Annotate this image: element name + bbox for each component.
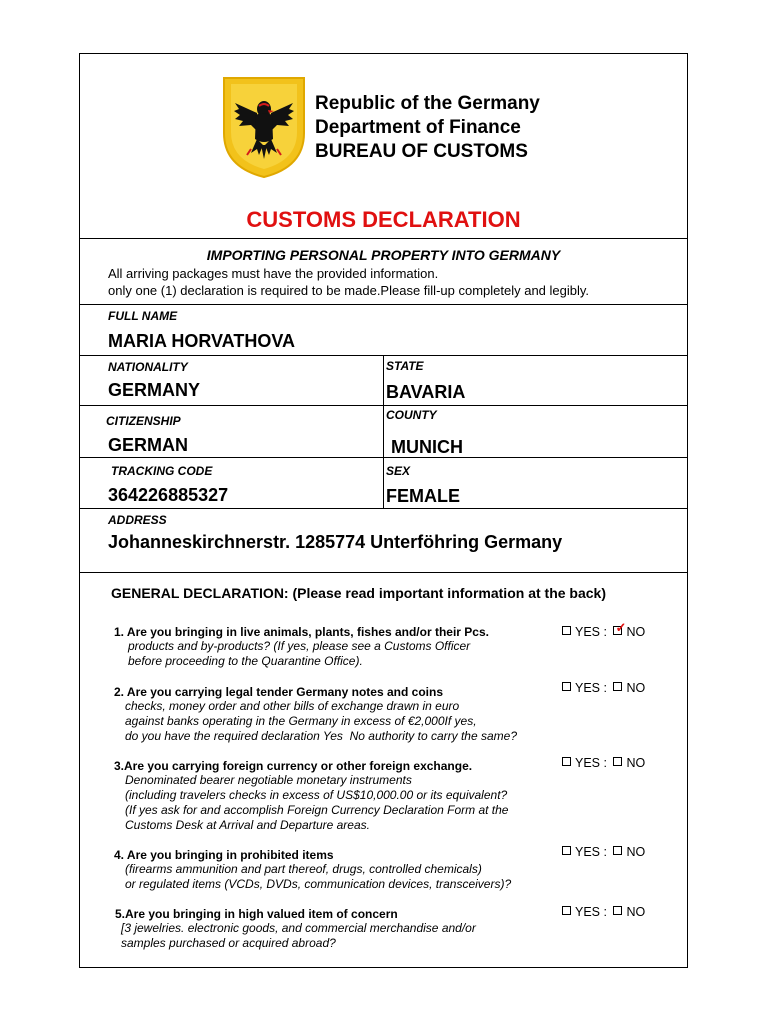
checkbox-icon[interactable] [562, 682, 571, 691]
general-declaration-heading: GENERAL DECLARATION: (Please read important information at the back) [111, 585, 606, 601]
address-label: ADDRESS [108, 513, 167, 527]
header-department: Department of Finance [315, 117, 521, 138]
divider [80, 572, 687, 573]
question-1-answer [562, 620, 646, 639]
header-republic: Republic of the Germany [315, 93, 540, 114]
intro-line-1: All arriving packages must have the provided information. [108, 266, 439, 281]
sex-value[interactable]: FEMALE [386, 486, 460, 506]
checkbox-icon[interactable] [613, 682, 622, 691]
yes-label: YES : [575, 681, 607, 695]
divider [80, 304, 687, 305]
form-subtitle: IMPORTING PERSONAL PROPERTY INTO GERMANY [206, 247, 561, 263]
question-5-detail: [3 jewelries. electronic goods, and commercial merchandise and/or samples purchased or acquired abroad? [121, 921, 476, 950]
divider [80, 508, 687, 509]
nationality-label: NATIONALITY [108, 360, 188, 374]
tracking-code-label: TRACKING CODE [111, 464, 213, 478]
checkmark-icon: ✓ [615, 620, 627, 635]
question-2-answer [562, 681, 645, 695]
no-label: NO [626, 625, 646, 639]
full-name-value[interactable]: MARIA HORVATHOVA [108, 331, 295, 351]
no-label: NO [626, 905, 646, 919]
divider [80, 238, 687, 239]
tracking-code-value[interactable]: 364226885327 [108, 485, 229, 505]
header-bureau: BUREAU OF CUSTOMS [315, 141, 528, 162]
checkbox-icon[interactable] [562, 846, 571, 855]
address-value[interactable]: Johanneskirchnerstr. 1285774 Unterföhring Germany [108, 532, 563, 552]
county-value[interactable]: MUNICH [391, 437, 463, 457]
checkbox-icon[interactable] [613, 757, 622, 766]
no-label: NO [626, 756, 646, 770]
checkbox-icon[interactable] [562, 906, 571, 915]
citizenship-value[interactable]: GERMAN [108, 435, 188, 455]
question-3-answer [562, 756, 645, 770]
divider [80, 457, 687, 458]
divider [80, 405, 687, 406]
state-value[interactable]: BAVARIA [386, 382, 466, 402]
question-5-text: 5.Are you bringing in high valued item of concern [115, 907, 398, 921]
yes-label: YES : [575, 905, 607, 919]
checkbox-icon[interactable] [562, 757, 571, 766]
german-eagle-crest-icon [221, 75, 307, 179]
question-1-text: 1. Are you bringing in live animals, plants, fishes and/or their Pcs. [114, 625, 489, 639]
form-title: CUSTOMS DECLARATION [246, 207, 521, 232]
yes-label: YES : [575, 756, 607, 770]
sex-label: SEX [386, 464, 411, 478]
question-5-answer [562, 905, 645, 919]
no-label: NO [626, 681, 646, 695]
state-label: STATE [386, 359, 424, 373]
question-3-detail: Denominated bearer negotiable monetary instruments (including travelers checks in excess of US$10,000.00 or its equivalent? (If yes ask for and accomplish Foreign Currency Declaration Form at the Customs Desk at Arrival and Departure areas. [125, 773, 509, 832]
checkbox-checked-icon[interactable] [613, 620, 627, 635]
question-4-text: 4. Are you bringing in prohibited items [114, 848, 334, 862]
question-4-detail: (firearms ammunition and part thereof, drugs, controlled chemicals) or regulated items (VCDs, DVDs, communication devices, transceivers)? [125, 862, 512, 891]
customs-declaration-form [79, 53, 688, 968]
checkbox-icon[interactable] [613, 846, 622, 855]
question-2-text: 2. Are you carrying legal tender Germany notes and coins [114, 685, 443, 699]
question-2-detail: checks, money order and other bills of exchange drawn in euro against banks operating in the Germany in excess of €2,000If yes, do you have the required declaration Yes No authority to carry the same? [125, 699, 518, 743]
column-divider [383, 355, 384, 508]
question-3-text: 3.Are you carrying foreign currency or other foreign exchange. [114, 759, 473, 773]
question-4-answer [562, 845, 645, 859]
yes-label: YES : [575, 625, 607, 639]
intro-line-2: only one (1) declaration is required to be made.Please fill-up completely and legibly. [108, 283, 590, 298]
citizenship-label: CITIZENSHIP [106, 414, 181, 428]
full-name-label: FULL NAME [108, 309, 178, 323]
nationality-value[interactable]: GERMANY [108, 380, 201, 400]
no-label: NO [626, 845, 646, 859]
checkbox-icon[interactable] [613, 906, 622, 915]
yes-label: YES : [575, 845, 607, 859]
checkbox-icon[interactable] [562, 626, 571, 635]
question-1-detail: products and by-products? (If yes, please see a Customs Officer before proceeding to the Quarantine Office). [128, 639, 471, 668]
county-label: COUNTY [386, 408, 437, 422]
